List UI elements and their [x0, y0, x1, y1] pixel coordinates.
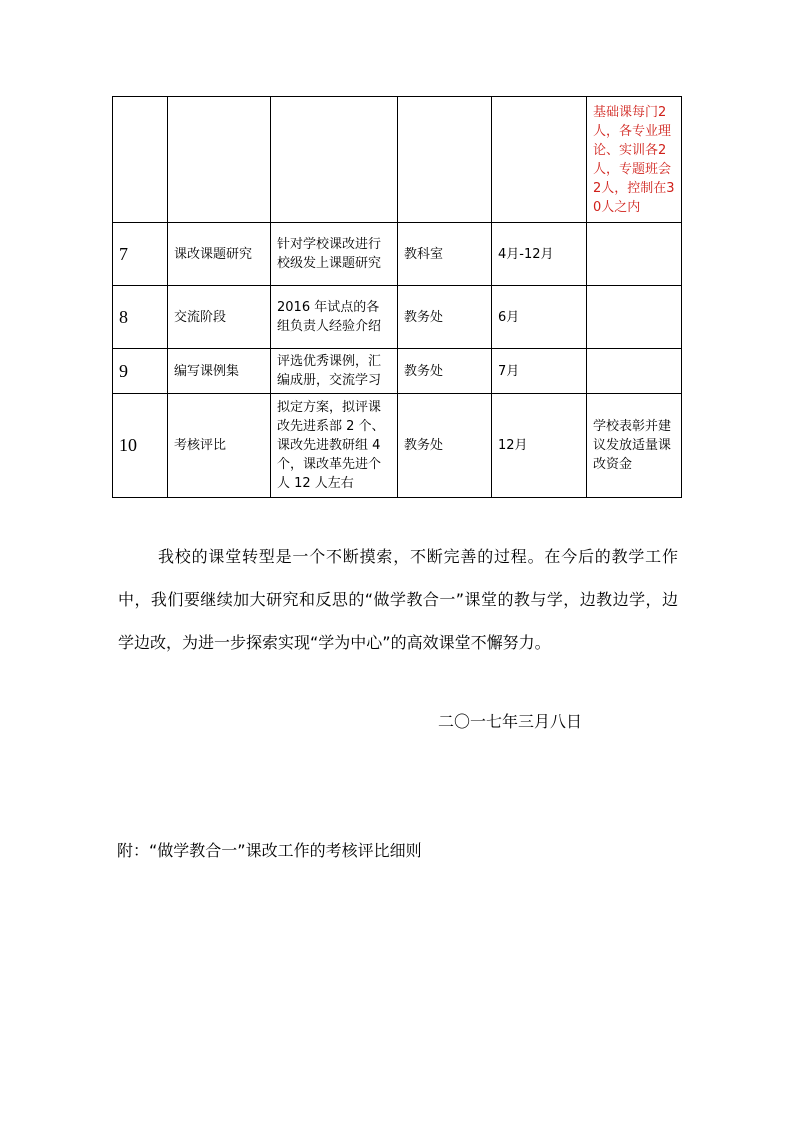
attachment-note: 附：“做学教合一”课改工作的考核评比细则: [117, 841, 422, 860]
dept-cell: 教务处: [398, 394, 492, 498]
content-cell: [271, 97, 398, 223]
dept-cell: [398, 97, 492, 223]
time-cell: 7月: [492, 349, 587, 394]
task-cell: 课改课题研究: [168, 223, 271, 286]
row-number: 10: [113, 394, 168, 498]
row-number: 7: [113, 223, 168, 286]
table-row: [113, 223, 682, 286]
row-number: 9: [113, 349, 168, 394]
content-cell: 拟定方案，拟评课改先进系部 2 个、课改先进教研组 4 个，课改革先进个人 12 人左右: [271, 394, 398, 498]
row-number: [113, 97, 168, 223]
table-row: [113, 349, 682, 394]
note-cell: [587, 286, 682, 349]
table-row: [113, 394, 682, 498]
dept-cell: 教科室: [398, 223, 492, 286]
row-number: 8: [113, 286, 168, 349]
table-row: [113, 286, 682, 349]
note-cell: [587, 223, 682, 286]
time-cell: 6月: [492, 286, 587, 349]
note-cell: [587, 349, 682, 394]
task-cell: 交流阶段: [168, 286, 271, 349]
task-cell: 编写课例集: [168, 349, 271, 394]
table-row: [113, 97, 682, 223]
content-cell: 2016 年试点的各组负责人经验介绍: [271, 286, 398, 349]
dept-cell: 教务处: [398, 349, 492, 394]
content-cell: 针对学校课改进行校级发上课题研究: [271, 223, 398, 286]
note-cell: 基础课每门2人，各专业理论、实训各2人，专题班会2人，控制在30人之内: [587, 97, 682, 223]
time-cell: 12月: [492, 394, 587, 498]
content-cell: 评选优秀课例，汇编成册，交流学习: [271, 349, 398, 394]
note-cell: 学校表彰并建议发放适量课改资金: [587, 394, 682, 498]
dept-cell: 教务处: [398, 286, 492, 349]
closing-paragraph: 我校的课堂转型是一个不断摸索，不断完善的过程。在今后的教学工作中，我们要继续加大研究和反思的“做学教合一”课堂的教与学，边教边学，边学边改，为进一步探索实现“学为中心”的高效课堂不懈努力。: [118, 547, 678, 652]
document-date: 二〇一七年三月八日: [438, 712, 583, 731]
task-cell: [168, 97, 271, 223]
time-cell: 4月-12月: [492, 223, 587, 286]
schedule-table: [112, 96, 682, 498]
time-cell: [492, 97, 587, 223]
task-cell: 考核评比: [168, 394, 271, 498]
